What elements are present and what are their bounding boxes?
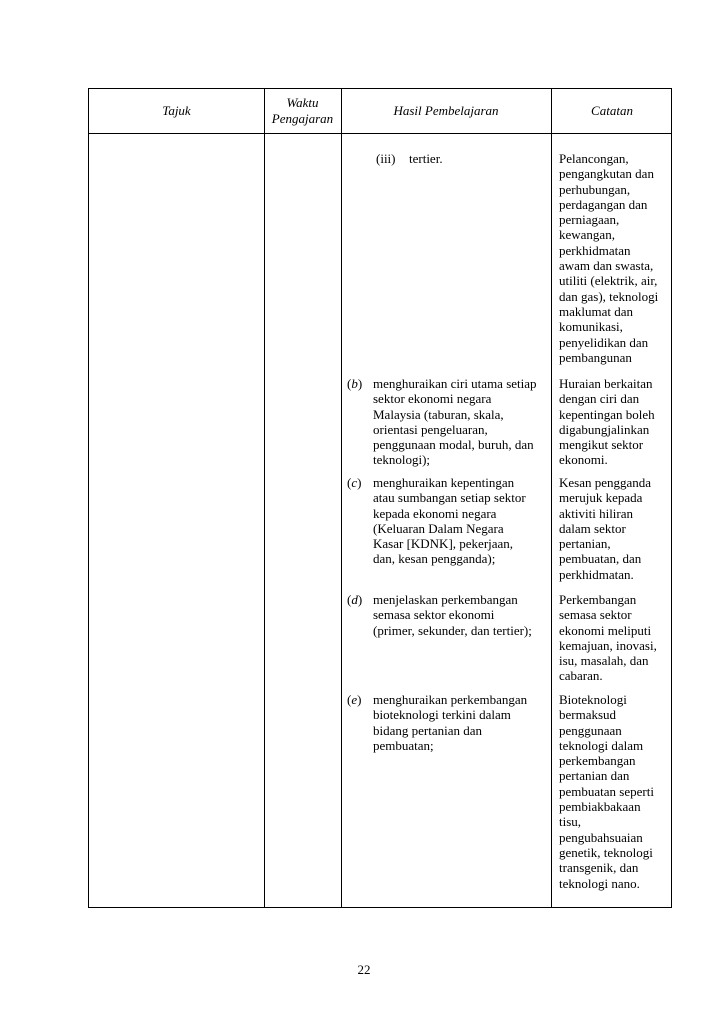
header-waktu-line1: Waktu: [286, 95, 319, 110]
catatan-c: Kesan pengganda merujuk kepada aktiviti hiliran dalam sektor pertanian, pembuatan, dan perkhidmatan.: [559, 475, 652, 582]
header-divider: [89, 133, 671, 134]
item-text: menghuraikan kepentingan atau sumbangan setiap sektor kepada ekonomi negara (Keluaran Dalam Negara Kasar [KDNK], pekerjaan, dan, kesan pengganda);: [373, 475, 526, 567]
item-label: (c): [347, 475, 362, 490]
header-waktu: [264, 95, 341, 127]
item-text: menghuraikan perkembangan bioteknologi terkini dalam bidang pertanian dan pembuatan;: [373, 692, 528, 753]
syllabus-table: [88, 88, 672, 908]
column-divider: [341, 89, 342, 907]
header-tajuk: Tajuk: [162, 103, 191, 118]
item-text: menjelaskan perkembangan semasa sektor ekonomi (primer, sekunder, dan tertier);: [373, 592, 532, 638]
catatan-e: Bioteknologi bermaksud penggunaan teknologi dalam perkembangan pertanian dan pembuatan seperti pembiakbakaan tisu, pengubahsuaian genetik, teknologi transgenik, dan teknologi nano.: [559, 692, 654, 891]
item-label: (d): [347, 592, 363, 607]
catatan-b: Huraian berkaitan dengan ciri dan kepentingan boleh digabungjalinkan mengikut sektor ekonomi.: [559, 376, 655, 468]
item-label: (iii): [376, 151, 396, 166]
item-text: tertier.: [409, 151, 443, 166]
page-number: 22: [357, 962, 371, 977]
item-text: menghuraikan ciri utama setiap sektor ekonomi negara Malaysia (taburan, skala, orientasi pengeluaran, penggunaan modal, buruh, dan teknologi);: [373, 376, 537, 468]
header-waktu-line2: Pengajaran: [271, 111, 334, 126]
item-label: (e): [347, 692, 362, 707]
header-catatan: Catatan: [591, 103, 633, 118]
catatan-d: Perkembangan semasa sektor ekonomi meliputi kemajuan, inovasi, isu, masalah, dan cabaran.: [559, 592, 657, 684]
header-hasil-pembelajaran: Hasil Pembelajaran: [393, 103, 499, 118]
column-divider: [264, 89, 265, 907]
item-label: (b): [347, 376, 363, 391]
catatan-iii: Pelancongan, pengangkutan dan perhubungan, perdagangan dan perniagaan, kewangan, perkhidmatan awam dan swasta, utiliti (elektrik, air, dan gas), teknologi maklumat dan komunikasi, penyelidikan dan pembangunan: [559, 151, 659, 365]
